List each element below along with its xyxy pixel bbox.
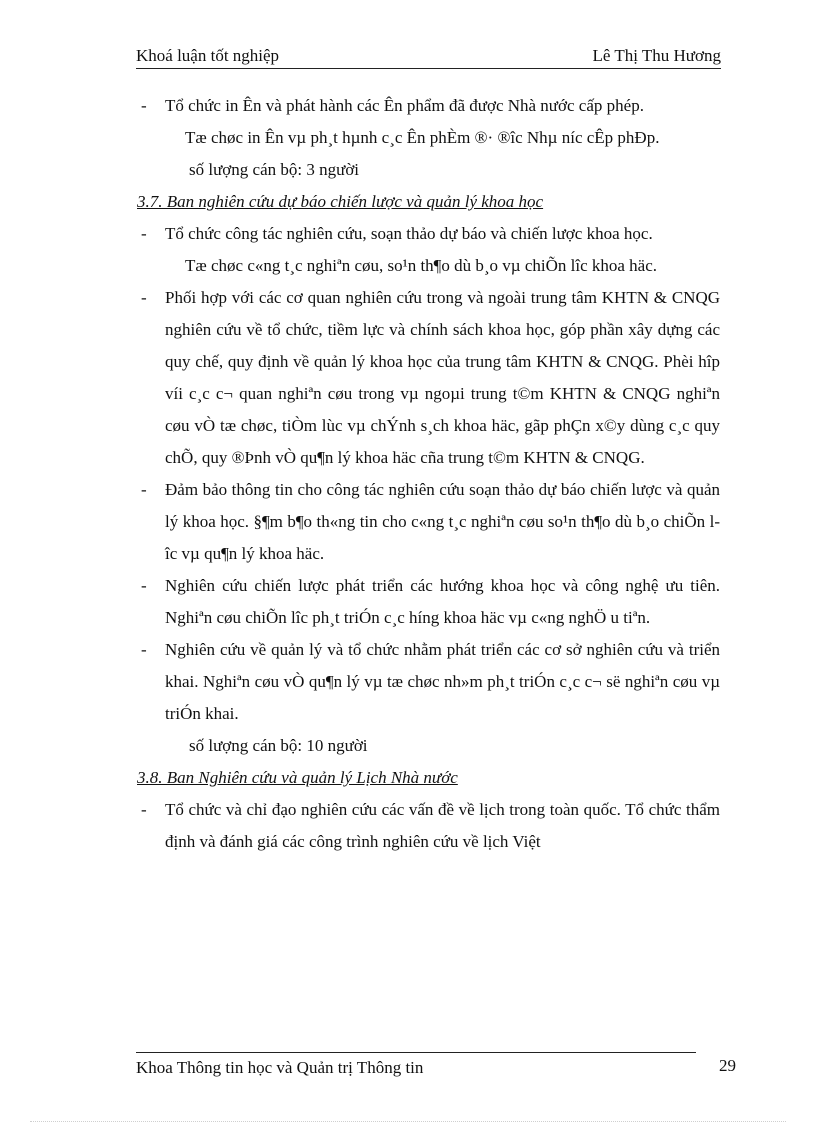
section-heading-3-7: 3.7. Ban nghiên cứu dự báo chiến lược và quản lý khoa học — [137, 192, 544, 211]
bullet-dash: - — [141, 480, 147, 499]
bullet-dash: - — [141, 800, 147, 819]
bullet-print-publish: - Tổ chức in Ên và phát hành các Ên phẩm đã được Nhà nước cấp phép. — [137, 90, 720, 122]
bullet-dash: - — [141, 96, 147, 115]
bullet-research-strategy: - Tổ chức công tác nghiên cứu, soạn thảo dự báo và chiến lược khoa học. — [137, 218, 720, 250]
page-number: 29 — [719, 1056, 736, 1075]
bullet-information: - Đảm bảo thông tin cho công tác nghiên cứu soạn thảo dự báo chiến lược và quản lý khoa học. §¶m b¶o th«ng tin cho c«ng t¸c nghiªn cøu so¹n th¶o dù b¸o chiÕn lîc vµ qu¶n lý khoa häc. — [137, 474, 720, 570]
header-author: Lê Thị Thu Hương — [592, 46, 721, 65]
bullet-calendar-research: - Tổ chức và chỉ đạo nghiên cứu các vấn đề về lịch trong toàn quốc. Tổ chức thẩm định và đánh giá các công trình nghiên cứu về lịch Việt — [137, 794, 720, 858]
page-body — [137, 90, 720, 858]
page-edge-dotted-line — [30, 1121, 786, 1122]
page-header — [136, 44, 721, 69]
garbled-text: Tæ chøc c«ng t¸c nghiªn cøu, so¹n th¶o dù b¸o vµ chiÕn lîc khoa häc. — [185, 256, 658, 275]
header-title: Khoá luận tốt nghiệp — [136, 46, 280, 65]
staff-count: số lượng cán bộ: 3 người — [189, 160, 360, 179]
garbled-text: Tæ chøc in Ên vµ ph¸t hµnh c¸c Ên phÈm ®· ®îc Nhµ níc cÊp phÐp. — [185, 128, 660, 147]
footer-rule — [136, 1052, 696, 1053]
bullet-cooperation: - Phối hợp với các cơ quan nghiên cứu trong và ngoài trung tâm KHTN & CNQG nghiên cứu về tổ chức, tiềm lực và chính sách khoa học, góp phần xây dựng các quy chế, quy định về quản lý khoa học của trung tâm KHTN & CNQG. Phèi hîp víi c¸c c¬ quan nghiªn cøu trong vµ ngoµi trung t©m KHTN & CNQG nghiªn cøu vÒ tæ chøc, tiÒm lùc vµ chÝnh s¸ch khoa häc, gãp phÇn x©y dùng c¸c quy chÕ, quy ®Þnh vÒ qu¶n lý khoa häc cña trung t©m KHTN & CNQG. — [137, 282, 720, 474]
bullet-dash: - — [141, 576, 147, 595]
bullet-dash: - — [141, 640, 147, 659]
footer-faculty: Khoa Thông tin học và Quản trị Thông tin — [136, 1058, 424, 1077]
bullet-dash: - — [141, 224, 147, 243]
section-heading-3-8: 3.8. Ban Nghiên cứu và quản lý Lịch Nhà nước — [137, 768, 458, 787]
bullet-dash: - — [141, 288, 147, 307]
staff-count: số lượng cán bộ: 10 người — [189, 736, 368, 755]
bullet-management-research: - Nghiên cứu về quản lý và tổ chức nhằm phát triển các cơ sở nghiên cứu và triển khai. Nghiªn cøu vÒ qu¶n lý vµ tæ chøc nh»m ph¸t triÓn c¸c c¬ së nghiªn cøu vµ triÓn khai. — [137, 634, 720, 730]
bullet-priority-directions: - Nghiên cứu chiến lược phát triển các hướng khoa học và công nghệ ưu tiên. Nghiªn cøu chiÕn lîc ph¸t triÓn c¸c híng khoa häc vµ c«ng nghÖ u tiªn. — [137, 570, 720, 634]
